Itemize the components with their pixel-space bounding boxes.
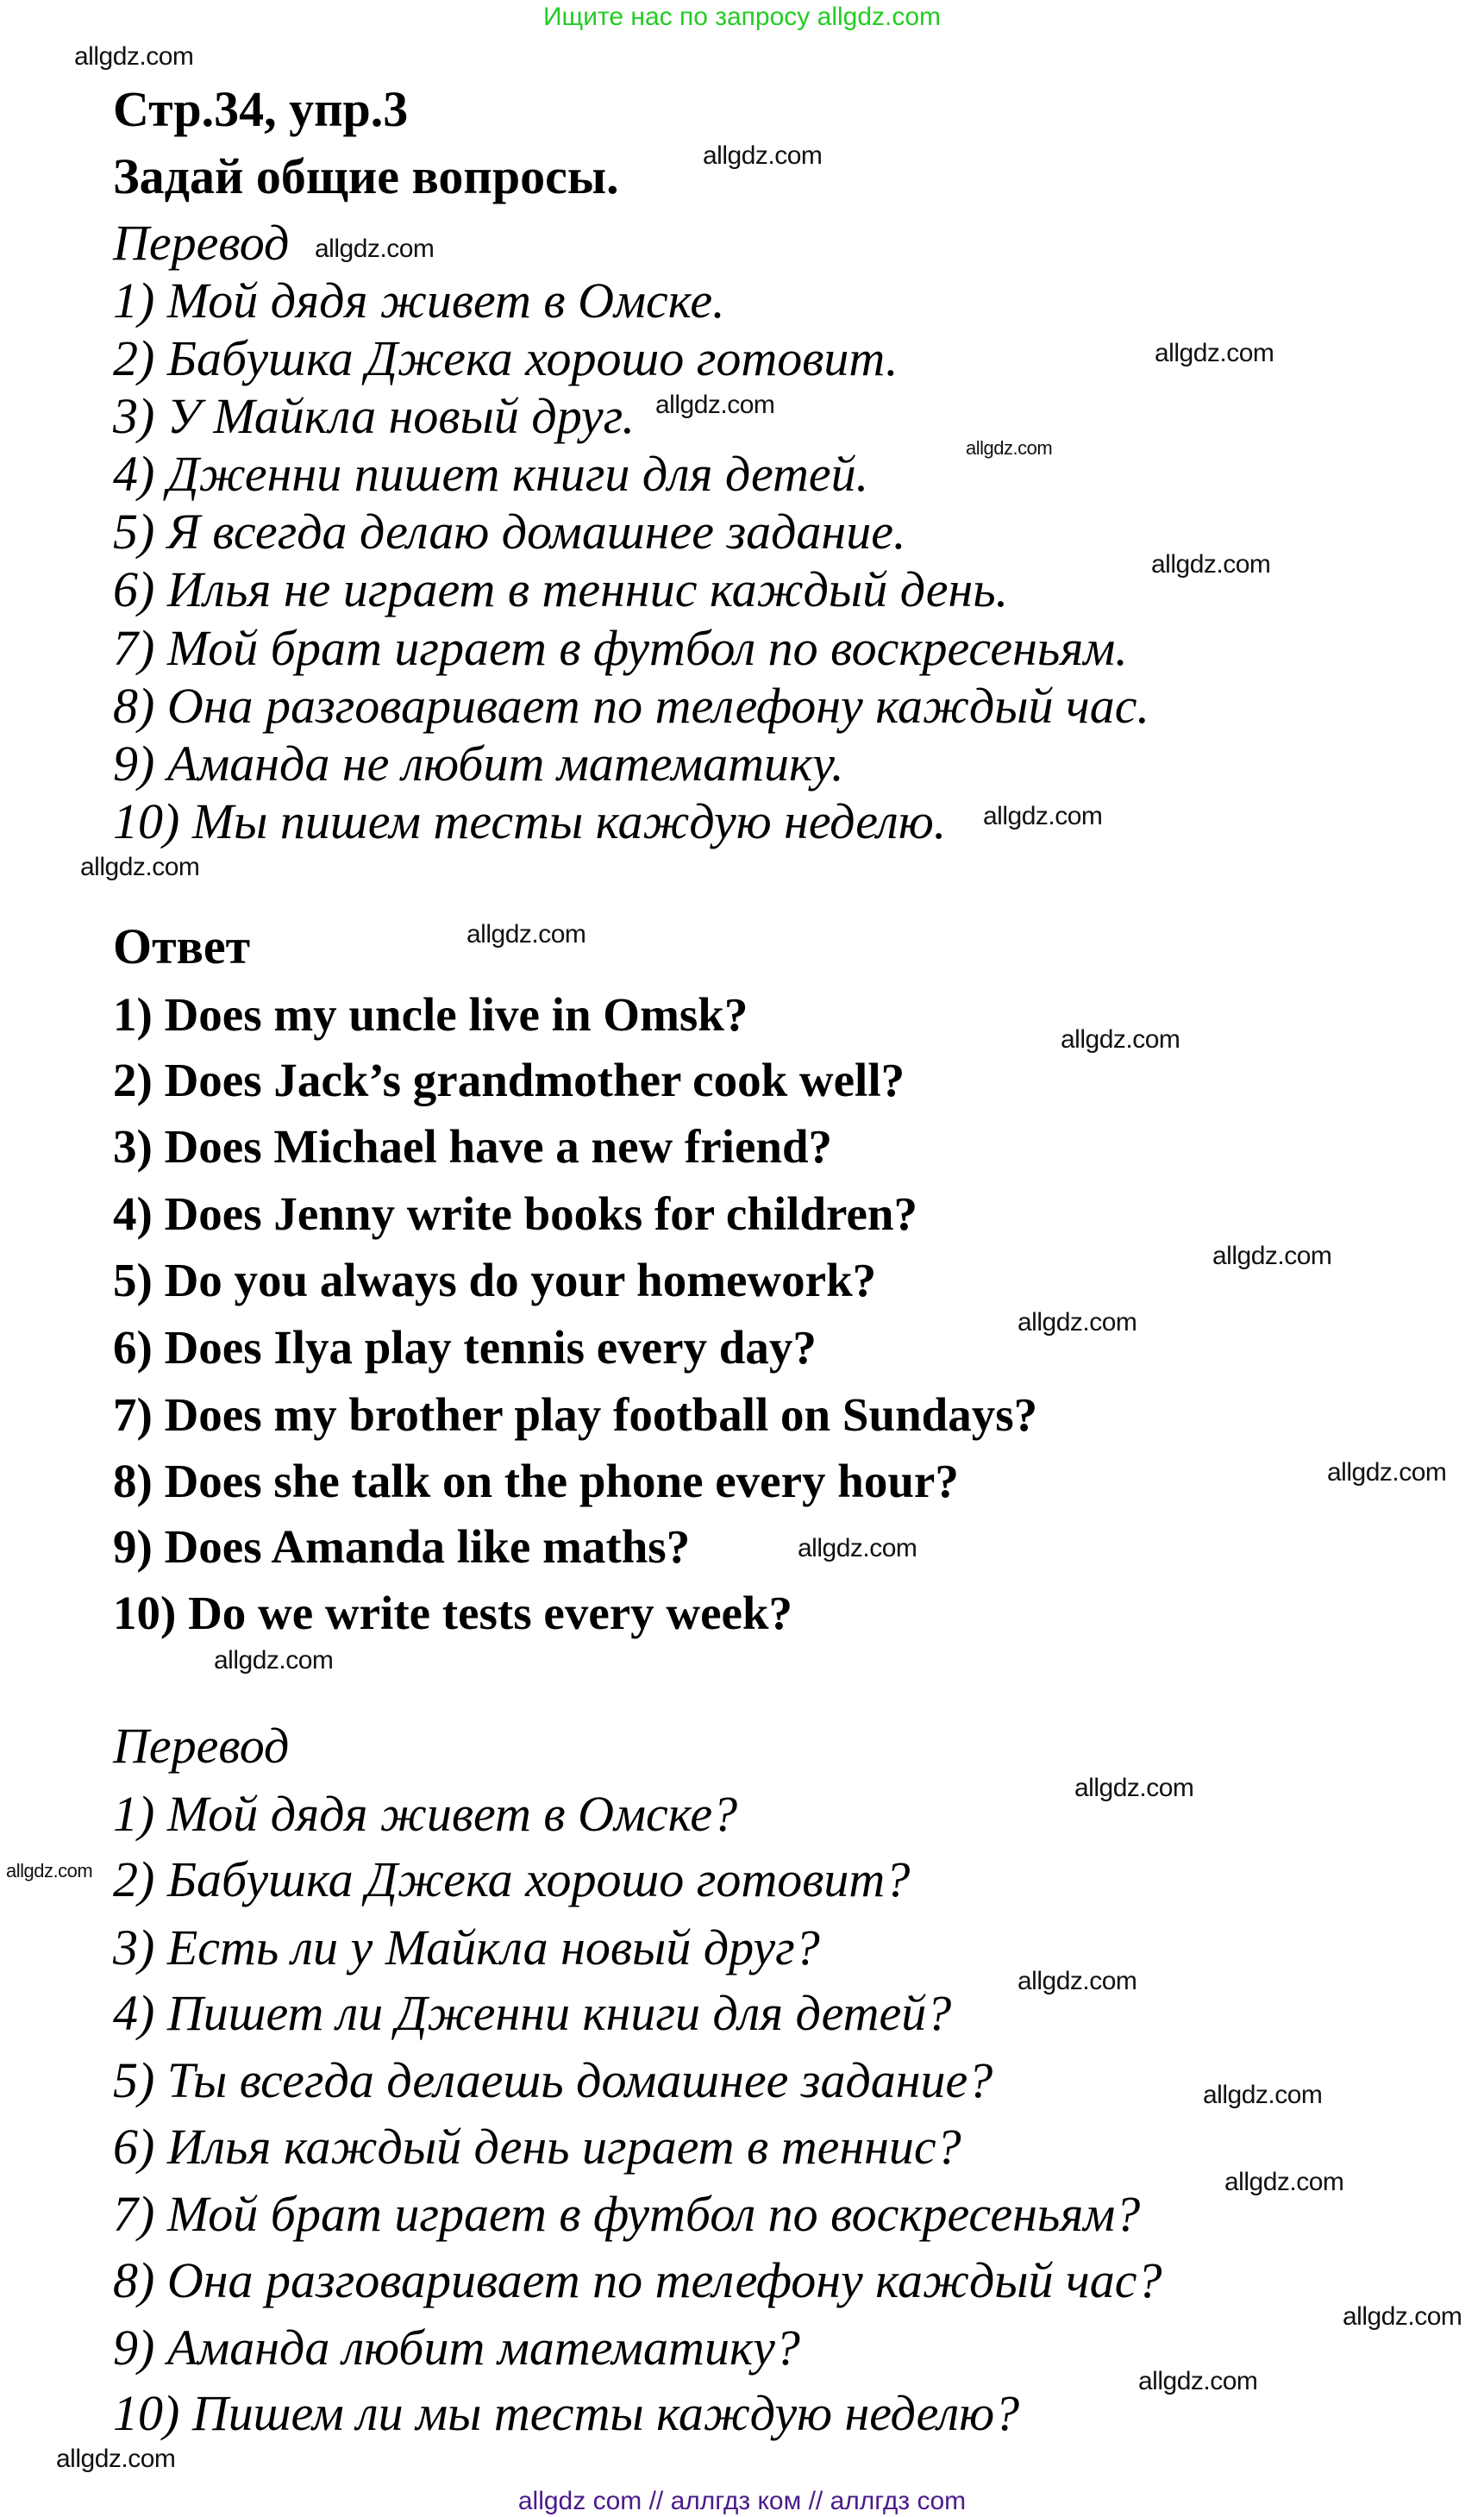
watermark: allgdz.com <box>1155 339 1274 367</box>
answer-line: 6) Does Ilya play tennis every day? <box>113 1321 817 1374</box>
answer-line: 10) Do we write tests every week? <box>113 1587 793 1639</box>
answer-translation-line: 2) Бабушка Джека хорошо готовит? <box>113 1851 911 1907</box>
answer-translation-line: 5) Ты всегда делаешь домашнее задание? <box>113 2052 993 2108</box>
task-line: 4) Дженни пишет книги для детей. <box>113 446 869 502</box>
task-line: 3) У Майкла новый друг. <box>113 388 636 444</box>
answer-translation-line: 3) Есть ли у Майкла новый друг? <box>113 1919 820 1975</box>
watermark: allgdz.com <box>1343 2302 1462 2331</box>
watermark: allgdz.com <box>703 141 823 170</box>
watermark: allgdz.com <box>56 2445 176 2473</box>
watermark: allgdz.com <box>1327 1458 1447 1487</box>
footer-links[interactable]: allgdz com // аллгдз ком // аллгдз com <box>517 2487 967 2515</box>
watermark: allgdz.com <box>1018 1967 1137 1995</box>
watermark: allgdz.com <box>1018 1308 1137 1337</box>
answer-line: 4) Does Jenny write books for children? <box>113 1187 917 1240</box>
watermark: allgdz.com <box>6 1860 93 1881</box>
search-banner[interactable]: Ищите нас по запросу allgdz.com <box>542 3 942 31</box>
answer-translation-line: 9) Аманда любит математику? <box>113 2320 800 2376</box>
watermark: allgdz.com <box>1138 2367 1258 2395</box>
answer-translation-line: 4) Пишет ли Дженни книги для детей? <box>113 1985 952 2041</box>
watermark: allgdz.com <box>214 1646 334 1675</box>
answer-line: 8) Does she talk on the phone every hour? <box>113 1455 959 1507</box>
task-line: 2) Бабушка Джека хорошо готовит. <box>113 330 899 386</box>
task-line: 8) Она разговаривает по телефону каждый час. <box>113 678 1149 734</box>
task-line: 7) Мой брат играет в футбол по воскресеньям. <box>113 620 1128 676</box>
answer-line: 5) Do you always do your homework? <box>113 1254 877 1306</box>
watermark: allgdz.com <box>1061 1025 1180 1054</box>
answer-line: 9) Does Amanda like maths? <box>113 1520 691 1573</box>
watermark: allgdz.com <box>966 437 1053 459</box>
task-line: 9) Аманда не любит математику. <box>113 736 844 792</box>
answer-translation-line: 8) Она разговаривает по телефону каждый час? <box>113 2252 1162 2308</box>
answer-line: 1) Does my uncle live in Omsk? <box>113 988 748 1041</box>
watermark: allgdz.com <box>798 1534 917 1562</box>
answer-line: 2) Does Jack’s grandmother cook well? <box>113 1054 905 1106</box>
watermark: allgdz.com <box>1212 1242 1332 1270</box>
watermark: allgdz.com <box>315 235 435 263</box>
watermark: allgdz.com <box>466 920 586 949</box>
answer-line: 3) Does Michael have a new friend? <box>113 1120 833 1173</box>
watermark: allgdz.com <box>1224 2168 1344 2196</box>
task-line: 1) Мой дядя живет в Омске. <box>113 272 725 329</box>
watermark: allgdz.com <box>1151 550 1271 579</box>
answer-translation-line: 10) Пишем ли мы тесты каждую неделю? <box>113 2385 1020 2441</box>
watermark: allgdz.com <box>80 853 200 881</box>
task-line: 5) Я всегда делаю домашнее задание. <box>113 504 906 560</box>
answer-translation-line: 7) Мой брат играет в футбол по воскресеньям? <box>113 2186 1141 2242</box>
watermark: allgdz.com <box>1203 2081 1323 2109</box>
task-line: 6) Илья не играет в теннис каждый день. <box>113 561 1009 617</box>
task-heading: Задай общие вопросы. <box>113 148 619 204</box>
watermark: allgdz.com <box>74 42 194 71</box>
answer-heading: Ответ <box>113 918 251 974</box>
answer-line: 7) Does my brother play football on Sundays? <box>113 1388 1038 1441</box>
watermark: allgdz.com <box>655 391 775 419</box>
watermark: allgdz.com <box>1074 1774 1194 1802</box>
answer-translation-line: 6) Илья каждый день играет в теннис? <box>113 2119 961 2175</box>
answer-translation-label: Перевод <box>113 1718 290 1774</box>
task-line: 10) Мы пишем тесты каждую неделю. <box>113 793 947 849</box>
page-title: Стр.34, упр.3 <box>113 81 409 137</box>
translation-label: Перевод <box>113 215 290 271</box>
answer-translation-line: 1) Мой дядя живет в Омске? <box>113 1786 738 1842</box>
watermark: allgdz.com <box>983 802 1103 830</box>
